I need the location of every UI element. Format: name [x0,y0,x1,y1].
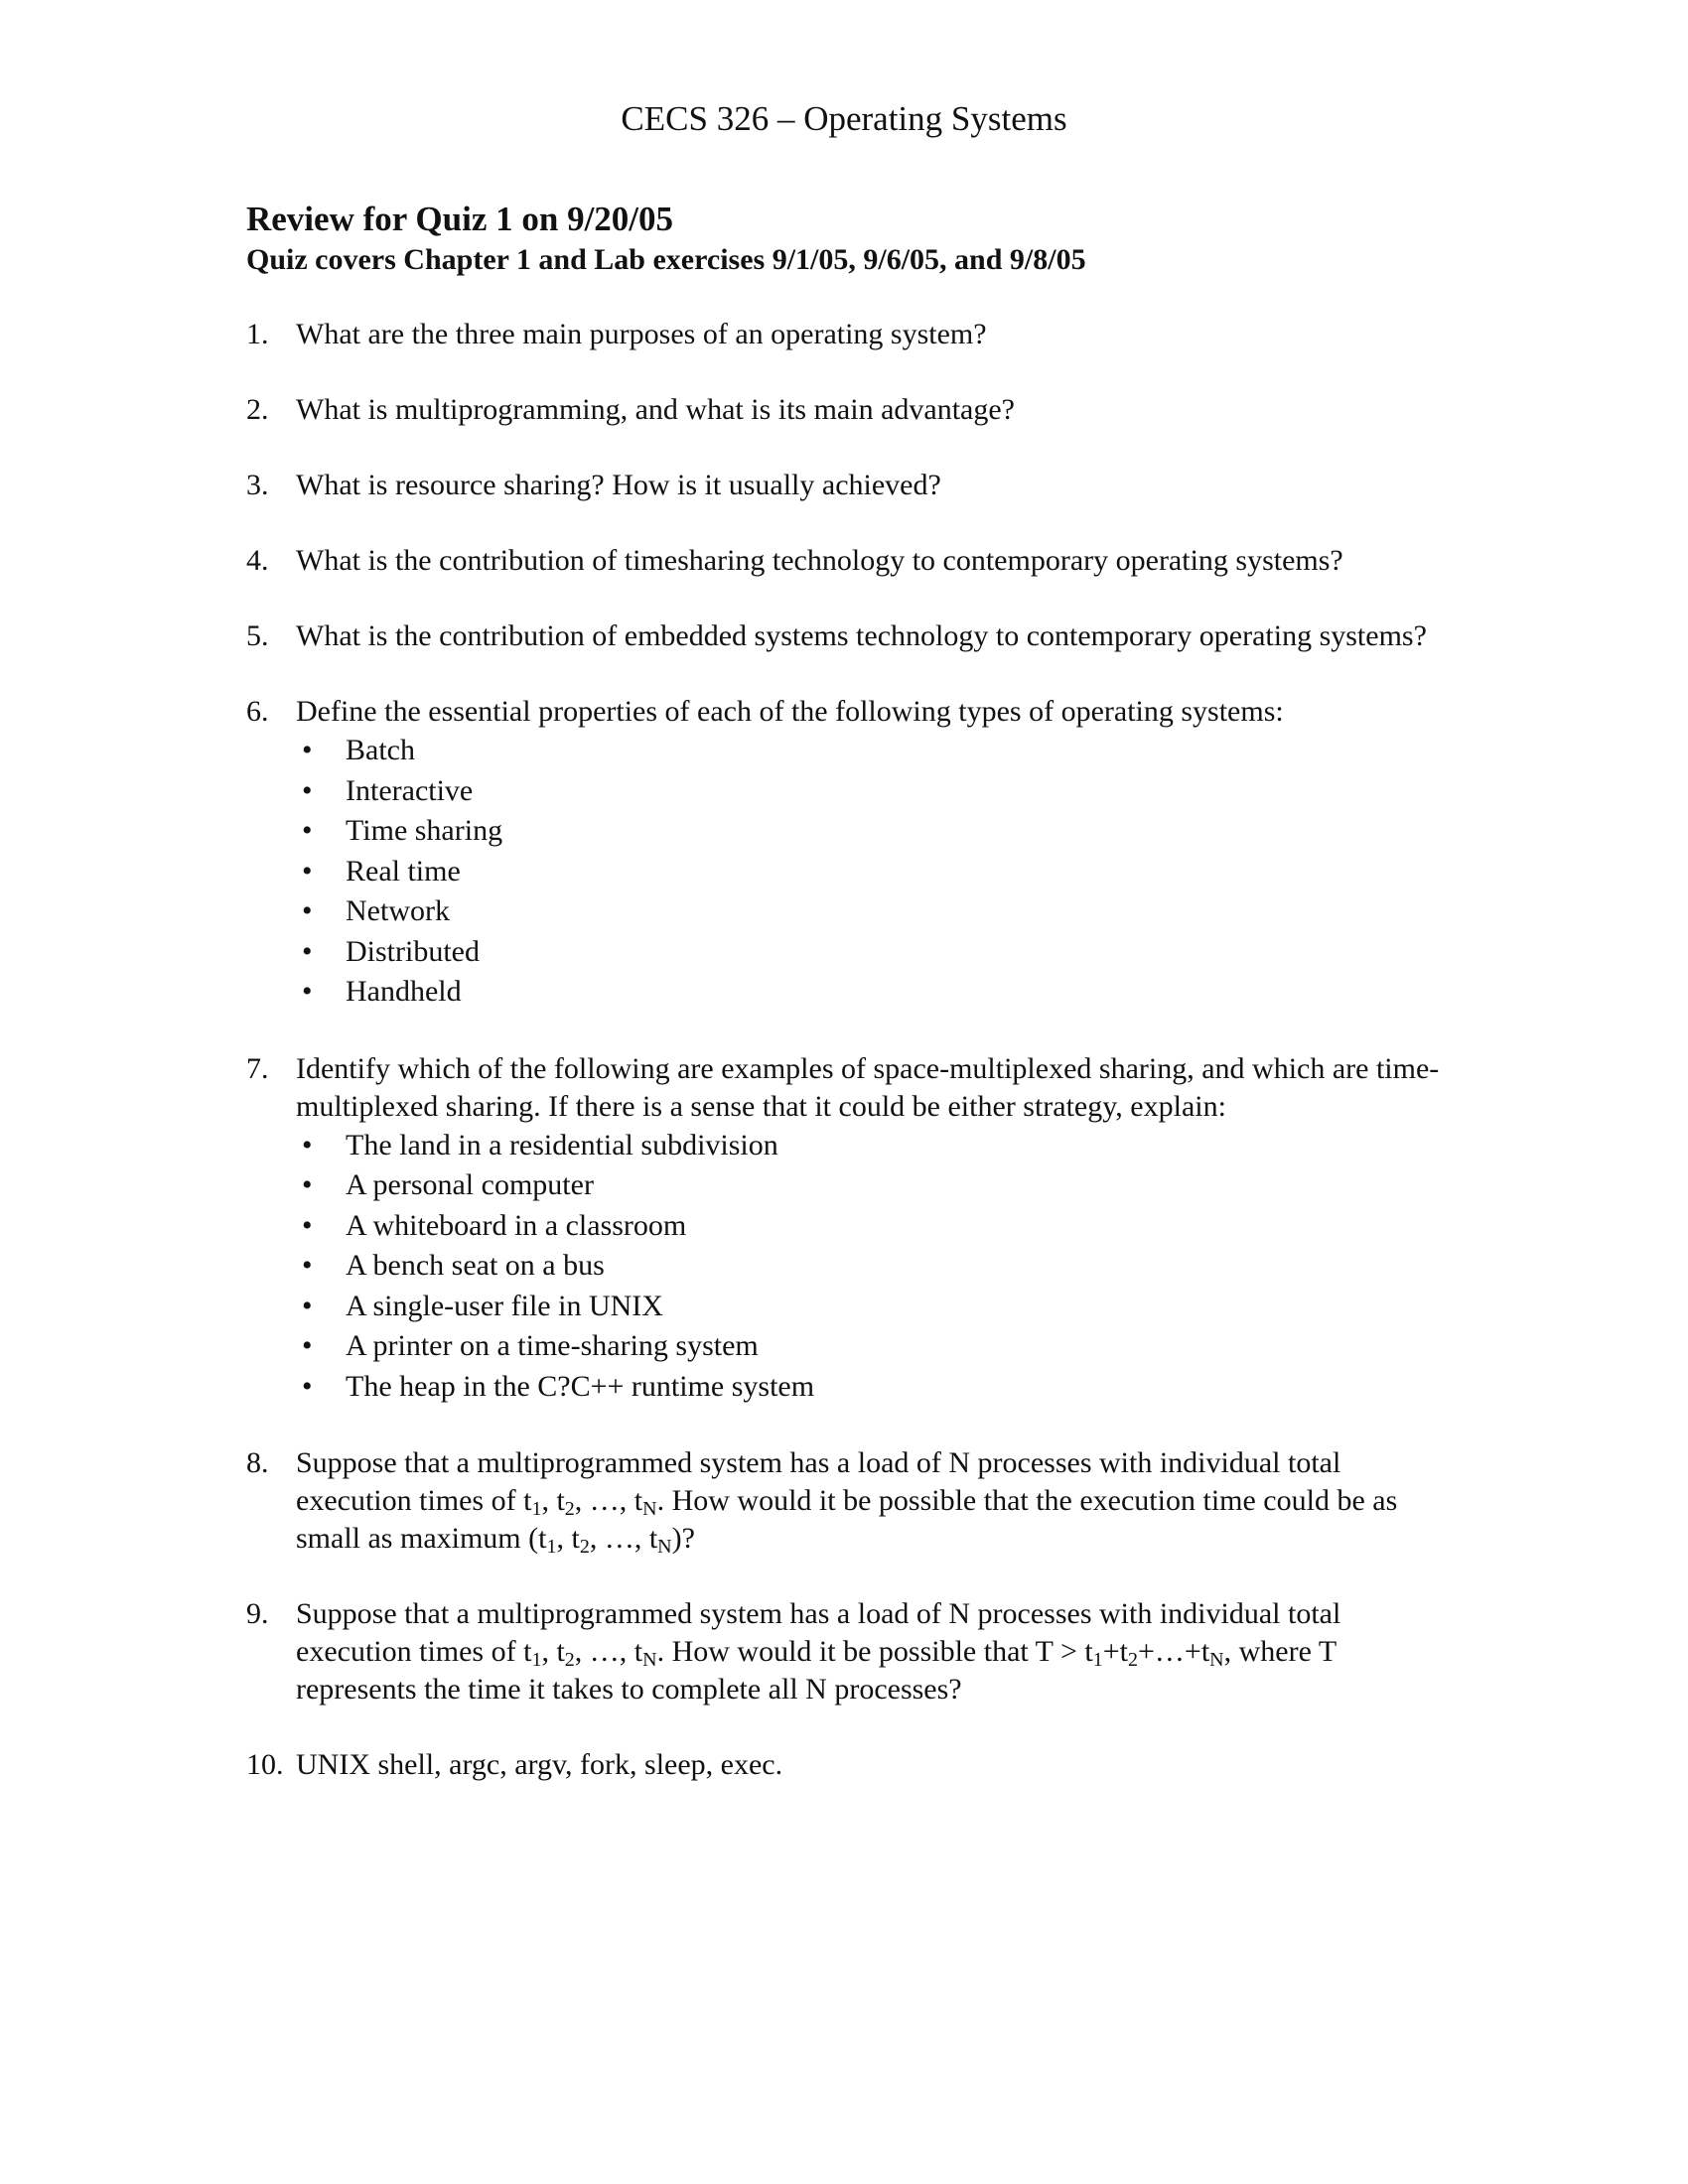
list-item: • Handheld [296,972,1448,1013]
question-10 [246,1746,1448,1784]
question-number: 3. [246,469,269,501]
question-3 [246,467,1448,504]
question-7 [246,1050,1448,1408]
question-9 [246,1595,1448,1708]
sharing-examples-list [296,1126,1448,1408]
question-list [246,316,1448,1822]
list-item: • Real time [296,852,1448,892]
question-2 [246,391,1448,429]
question-number: 8. [246,1446,269,1479]
bullet-icon: • [302,1168,313,1201]
question-6 [246,693,1448,1013]
list-item: • A printer on a time-sharing system [296,1326,1448,1367]
question-text: Define the essential properties of each of the following types of operating systems: [296,695,1284,728]
bullet-icon: • [302,975,313,1008]
bullet-icon: • [302,934,313,968]
question-8 [246,1444,1448,1558]
question-text: What is resource sharing? How is it usually achieved? [296,469,941,501]
list-item: • A whiteboard in a classroom [296,1206,1448,1247]
bullet-icon: • [302,1289,313,1322]
question-number: 10. [246,1748,284,1781]
question-number: 7. [246,1051,269,1085]
list-item: • Network [296,891,1448,932]
bullet-icon: • [302,894,313,927]
list-item: • Batch [296,731,1448,771]
question-number: 4. [246,544,269,577]
bullet-icon: • [302,814,313,847]
list-item: • Time sharing [296,811,1448,852]
bullet-icon: • [302,734,313,766]
question-text: What are the three main purposes of an operating system? [296,318,987,350]
question-number: 1. [246,318,269,350]
list-item: • The land in a residential subdivision [296,1126,1448,1166]
question-text: What is multiprogramming, and what is its main advantage? [296,393,1015,426]
bullet-icon: • [302,1249,313,1282]
list-item: • Interactive [296,771,1448,812]
bullet-icon: • [302,1329,313,1362]
list-item: • A single-user file in UNIX [296,1287,1448,1327]
question-5 [246,617,1448,655]
question-text: What is the contribution of embedded systems technology to contemporary operating systems? [296,619,1427,652]
bullet-icon: • [302,1369,313,1403]
course-title: CECS 326 – Operating Systems [621,99,1067,138]
question-text: Identify which of the following are examples of space-multiplexed sharing, and which are time-multiplexed sharing. If there is a sense that it could be either strategy, explain: [296,1051,1440,1123]
question-text: What is the contribution of timesharing technology to contemporary operating systems? [296,544,1343,577]
question-number: 5. [246,619,269,652]
list-item: • A bench seat on a bus [296,1246,1448,1287]
question-number: 6. [246,695,269,728]
list-item: • The heap in the C?C++ runtime system [296,1367,1448,1408]
review-title: Review for Quiz 1 on 9/20/05 [246,200,674,238]
question-number: 9. [246,1597,269,1630]
question-number: 2. [246,393,269,426]
question-text: Suppose that a multiprogrammed system has a load of N processes with individual total execution times of $t_1$, $t_2$, …, $t_N$. How would it be possible that the execution time could be as small as maximum ($t_1$, $t_2$, …, $t_N$)? [296,1446,1398,1558]
list-item: • A personal computer [296,1165,1448,1206]
question-text: UNIX shell, argc, argv, fork, sleep, exec. [296,1748,783,1781]
bullet-icon: • [302,773,313,807]
os-types-list [296,731,1448,1013]
question-1 [246,316,1448,353]
bullet-icon: • [302,1208,313,1242]
bullet-icon: • [302,854,313,887]
question-text: Suppose that a multiprogrammed system has a load of N processes with individual total execution times of $t_1$, $t_2$, …, $t_N$. How would it be possible that $T > t_1+t_2+\dots+t_N$, where T represents the time it takes to complete all N processes? [296,1597,1341,1706]
quiz-coverage: Quiz covers Chapter 1 and Lab exercises 9/1/05, 9/6/05, and 9/8/05 [246,243,1086,276]
question-4 [246,542,1448,580]
bullet-icon: • [302,1128,313,1161]
list-item: • Distributed [296,932,1448,973]
